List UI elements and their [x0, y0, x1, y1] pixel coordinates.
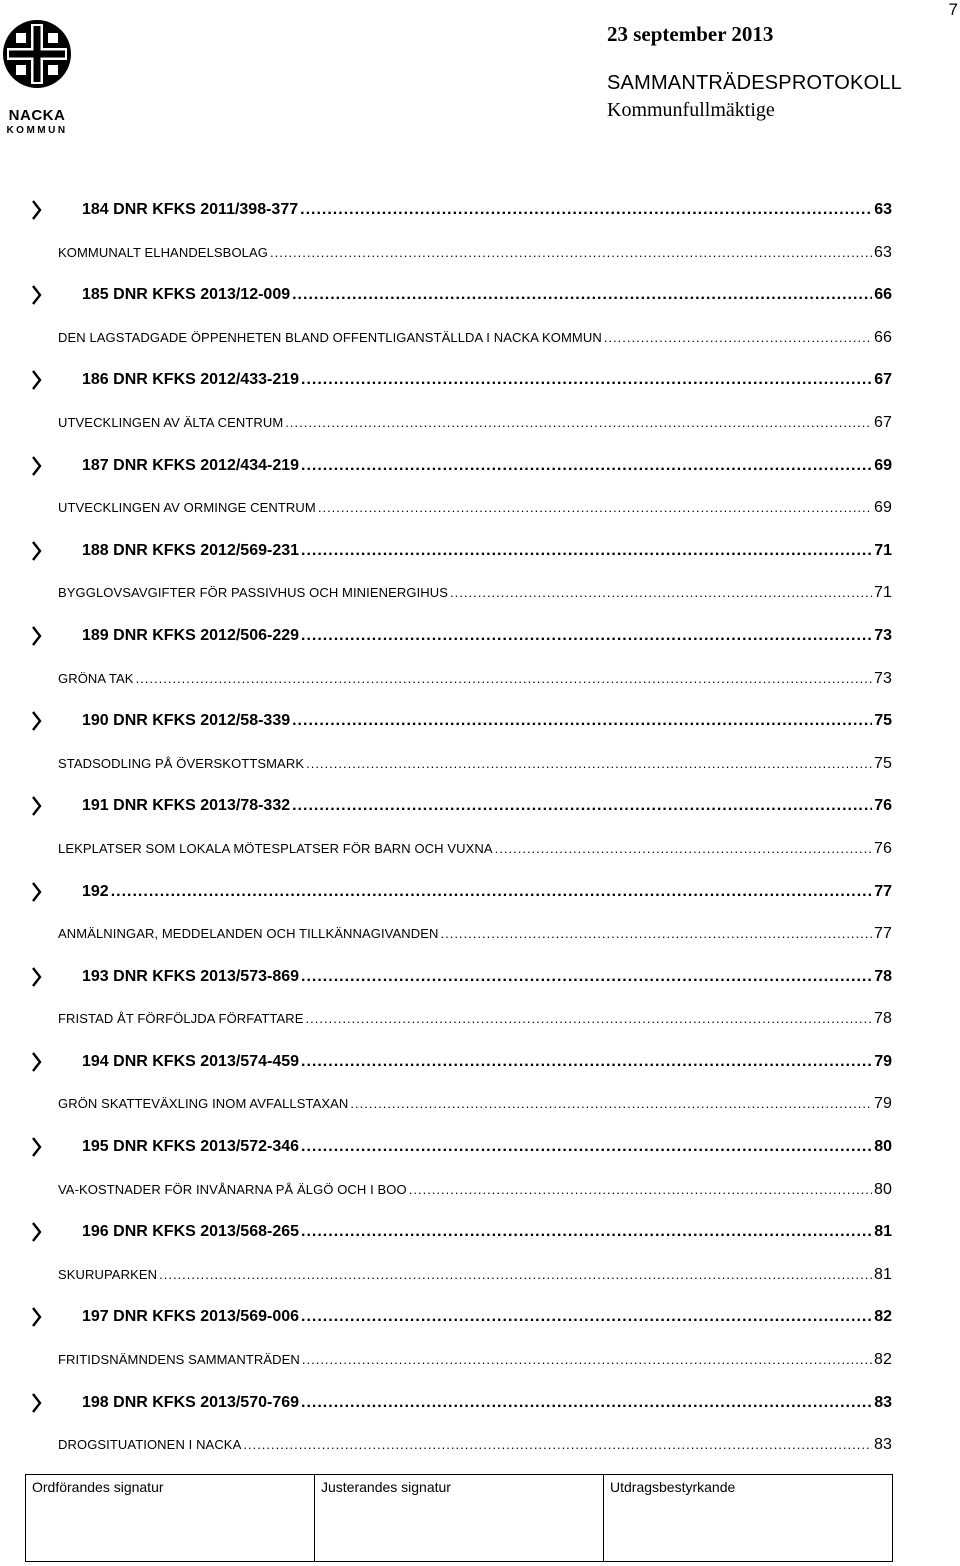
toc-entry[interactable]	[0, 359, 960, 402]
crest-icon	[0, 18, 74, 90]
toc-entry-title: 185 DNR KFKS 2013/12-009	[82, 286, 291, 304]
toc-entry[interactable]	[0, 700, 960, 743]
dot-leader	[270, 242, 872, 264]
toc-line	[82, 795, 892, 817]
toc-entry-page: 78	[874, 967, 892, 985]
dot-leader	[440, 923, 872, 945]
toc-entry-page: 75	[874, 754, 892, 772]
dot-leader	[136, 668, 872, 690]
toc-entry-title: 194 DNR KFKS 2013/574-459	[82, 1052, 300, 1070]
toc-line	[82, 625, 892, 647]
arrow-bullet-icon	[32, 200, 42, 220]
toc-line	[82, 1306, 892, 1328]
toc-line	[82, 540, 892, 562]
toc-entry-subtitle: GRÖNA TAK	[58, 670, 134, 686]
arrow-bullet-icon	[32, 1307, 42, 1327]
arrow-bullet-icon	[32, 370, 42, 390]
dot-leader	[292, 710, 872, 732]
toc-entry[interactable]	[0, 658, 960, 701]
toc-entry-page: 71	[874, 541, 892, 559]
toc-entry-title: 189 DNR KFKS 2012/506-229	[82, 626, 300, 644]
toc-line	[58, 1179, 892, 1201]
toc-entry[interactable]	[0, 956, 960, 999]
toc-line	[58, 668, 892, 690]
toc-entry[interactable]	[0, 1169, 960, 1212]
dot-leader	[292, 284, 872, 306]
toc-entry[interactable]	[0, 615, 960, 658]
dot-leader	[301, 1221, 872, 1243]
nacka-kommun-logo	[0, 18, 74, 136]
toc-entry[interactable]	[0, 1339, 960, 1382]
toc-line	[82, 369, 892, 391]
toc-line	[82, 284, 892, 306]
toc-entry[interactable]	[0, 828, 960, 871]
arrow-bullet-icon	[32, 541, 42, 561]
toc-entry-subtitle: VA-KOSTNADER FÖR INVÅNARNA PÅ ÄLGÖ OCH I BOO	[58, 1181, 407, 1197]
toc-line	[58, 412, 892, 434]
toc-line	[58, 838, 892, 860]
dot-leader	[409, 1179, 872, 1201]
toc-entry[interactable]	[0, 445, 960, 488]
toc-entry-page: 83	[874, 1393, 892, 1411]
toc-entry-page: 66	[874, 328, 892, 346]
toc-entry[interactable]	[0, 232, 960, 275]
toc-line	[82, 1136, 892, 1158]
toc-line	[58, 1349, 892, 1371]
signature-table	[25, 1474, 893, 1562]
arrow-bullet-icon	[32, 1137, 42, 1157]
toc-line	[58, 582, 892, 604]
toc-entry-title: 192	[82, 882, 109, 900]
dot-leader	[111, 881, 873, 903]
toc-entry-page: 66	[874, 286, 892, 304]
dot-leader	[292, 795, 872, 817]
dot-leader	[301, 625, 872, 647]
dot-leader	[495, 838, 872, 860]
toc-entry-subtitle: UTVECKLINGEN AV ÄLTA CENTRUM	[58, 414, 284, 430]
toc-line	[58, 1434, 892, 1456]
toc-line	[58, 497, 892, 519]
toc-entry-page: 76	[874, 839, 892, 857]
toc-entry[interactable]	[0, 913, 960, 956]
toc-entry-subtitle: GRÖN SKATTEVÄXLING INOM AVFALLSTAXAN	[58, 1096, 349, 1112]
toc-entry-page: 80	[874, 1138, 892, 1156]
dot-leader	[318, 497, 872, 519]
toc-line	[82, 1051, 892, 1073]
dot-leader	[243, 1434, 872, 1456]
toc-entry[interactable]	[0, 317, 960, 360]
page-number: 7	[948, 0, 958, 19]
toc-entry-page: 77	[874, 882, 892, 900]
toc-entry-page: 63	[874, 243, 892, 261]
dot-leader	[301, 966, 872, 988]
toc-entry-page: 67	[874, 413, 892, 431]
dot-leader	[301, 455, 872, 477]
toc-line	[58, 1093, 892, 1115]
toc-entry-title: 193 DNR KFKS 2013/573-869	[82, 967, 300, 985]
toc-entry-subtitle: ANMÄLNINGAR, MEDDELANDEN OCH TILLKÄNNAGIVANDEN	[58, 926, 439, 942]
toc-entry-subtitle: FRITIDSNÄMNDENS SAMMANTRÄDEN	[58, 1352, 300, 1368]
toc-entry-page: 71	[874, 584, 892, 602]
arrow-bullet-icon	[32, 1052, 42, 1072]
toc-entry[interactable]	[0, 530, 960, 573]
header-subtitle: Kommunfullmäktige	[607, 99, 775, 121]
logo-subtitle: KOMMUN	[6, 125, 68, 136]
arrow-bullet-icon	[32, 796, 42, 816]
toc-entry-page: 81	[874, 1265, 892, 1283]
arrow-bullet-icon	[32, 1222, 42, 1242]
toc-entry[interactable]	[0, 1424, 960, 1467]
toc-entry-subtitle: KOMMUNALT ELHANDELSBOLAG	[58, 244, 268, 260]
toc-entry-page: 79	[874, 1052, 892, 1070]
toc-entry-title: 195 DNR KFKS 2013/572-346	[82, 1138, 300, 1156]
toc-line	[82, 199, 892, 221]
toc-entry-title: 187 DNR KFKS 2012/434-219	[82, 456, 300, 474]
toc-entry[interactable]	[0, 998, 960, 1041]
signature-certified: Utdragsbestyrkande	[604, 1475, 893, 1562]
toc-line	[82, 881, 892, 903]
toc-entry-page: 69	[874, 499, 892, 517]
dot-leader	[306, 753, 872, 775]
toc-line	[82, 1221, 892, 1243]
toc-entry[interactable]	[0, 1041, 960, 1084]
toc-entry-title: 190 DNR KFKS 2012/58-339	[82, 712, 291, 730]
toc-entry-page: 83	[874, 1436, 892, 1454]
toc-entry[interactable]	[0, 1382, 960, 1425]
toc-entry-page: 82	[874, 1308, 892, 1326]
arrow-bullet-icon	[32, 285, 42, 305]
table-of-contents	[0, 189, 960, 1467]
toc-entry-page: 69	[874, 456, 892, 474]
dot-leader	[301, 369, 872, 391]
toc-entry-subtitle: DEN LAGSTADGADE ÖPPENHETEN BLAND OFFENTLIGANSTÄLLDA I NACKA KOMMUN	[58, 329, 602, 345]
arrow-bullet-icon	[32, 456, 42, 476]
dot-leader	[302, 1349, 872, 1371]
toc-entry-title: 197 DNR KFKS 2013/569-006	[82, 1308, 300, 1326]
toc-entry-page: 80	[874, 1180, 892, 1198]
toc-entry[interactable]	[0, 189, 960, 232]
toc-entry-title: 191 DNR KFKS 2013/78-332	[82, 797, 291, 815]
dot-leader	[301, 1306, 872, 1328]
arrow-bullet-icon	[32, 711, 42, 731]
toc-entry[interactable]	[0, 1083, 960, 1126]
toc-entry-page: 67	[874, 371, 892, 389]
dot-leader	[301, 1136, 872, 1158]
header-title: SAMMANTRÄDESPROTOKOLL	[607, 72, 903, 94]
logo-wordmark: NACKA	[8, 107, 66, 124]
toc-entry-title: 188 DNR KFKS 2012/569-231	[82, 541, 300, 559]
toc-entry[interactable]	[0, 487, 960, 530]
signature-chair: Ordförandes signatur	[26, 1475, 315, 1562]
arrow-bullet-icon	[32, 1393, 42, 1413]
toc-entry-page: 76	[874, 797, 892, 815]
toc-line	[82, 966, 892, 988]
toc-line	[58, 327, 892, 349]
signature-adjuster: Justerandes signatur	[315, 1475, 604, 1562]
dot-leader	[285, 412, 872, 434]
toc-entry-subtitle: FRISTAD ÅT FÖRFÖLJDA FÖRFATTARE	[58, 1011, 304, 1027]
toc-entry-title: 184 DNR KFKS 2011/398-377	[82, 201, 299, 218]
dot-leader	[159, 1264, 872, 1286]
toc-entry-subtitle: UTVECKLINGEN AV ORMINGE CENTRUM	[58, 500, 316, 516]
toc-entry[interactable]	[0, 274, 960, 317]
toc-line	[58, 923, 892, 945]
toc-entry-page: 81	[874, 1223, 892, 1241]
toc-entry-subtitle: DROGSITUATIONEN I NACKA	[58, 1437, 242, 1453]
toc-entry-title: 196 DNR KFKS 2013/568-265	[82, 1223, 300, 1241]
toc-entry[interactable]	[0, 871, 960, 914]
toc-entry[interactable]	[0, 1126, 960, 1169]
toc-line	[82, 1392, 892, 1414]
toc-line	[58, 753, 892, 775]
dot-leader	[306, 1008, 872, 1030]
toc-entry-page: 75	[874, 712, 892, 730]
toc-entry[interactable]	[0, 1254, 960, 1297]
toc-entry[interactable]	[0, 1211, 960, 1254]
toc-line	[58, 242, 892, 264]
toc-entry[interactable]	[0, 1296, 960, 1339]
toc-line	[58, 1008, 892, 1030]
dot-leader	[450, 582, 872, 604]
toc-entry-subtitle: BYGGLOVSAVGIFTER FÖR PASSIVHUS OCH MINIENERGIHUS	[58, 585, 449, 601]
dot-leader	[350, 1093, 872, 1115]
dot-leader	[301, 540, 872, 562]
toc-entry-subtitle: STADSODLING PÅ ÖVERSKOTTSMARK	[58, 755, 305, 771]
toc-entry-page: 77	[874, 925, 892, 943]
arrow-bullet-icon	[32, 882, 42, 902]
toc-entry-page: 79	[874, 1095, 892, 1113]
dot-leader	[300, 199, 872, 221]
dot-leader	[301, 1392, 872, 1414]
toc-entry-title: 198 DNR KFKS 2013/570-769	[82, 1393, 300, 1411]
arrow-bullet-icon	[32, 626, 42, 646]
toc-line	[58, 1264, 892, 1286]
toc-entry-subtitle: SKURUPARKEN	[58, 1266, 158, 1282]
dot-leader	[604, 327, 872, 349]
toc-entry-page: 82	[874, 1351, 892, 1369]
toc-entry[interactable]	[0, 402, 960, 445]
toc-line	[82, 455, 892, 477]
toc-entry[interactable]	[0, 785, 960, 828]
arrow-bullet-icon	[32, 967, 42, 987]
toc-entry-page: 73	[874, 669, 892, 687]
toc-entry[interactable]	[0, 572, 960, 615]
toc-entry-page: 63	[874, 201, 892, 218]
toc-line	[82, 710, 892, 732]
toc-entry-subtitle: LEKPLATSER SOM LOKALA MÖTESPLATSER FÖR BARN OCH VUXNA	[58, 840, 493, 856]
toc-entry-page: 78	[874, 1010, 892, 1028]
toc-entry-title: 186 DNR KFKS 2012/433-219	[82, 371, 300, 389]
toc-entry-page: 73	[874, 626, 892, 644]
dot-leader	[301, 1051, 872, 1073]
header-date: 23 september 2013	[607, 22, 774, 46]
toc-entry[interactable]	[0, 743, 960, 786]
